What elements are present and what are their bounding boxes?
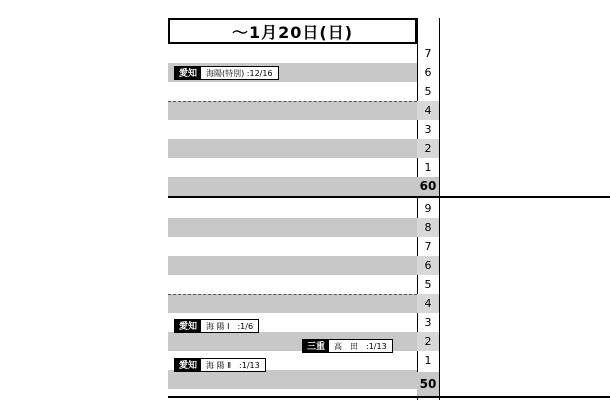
schedule-row xyxy=(168,158,417,177)
schedule-row xyxy=(168,237,417,256)
row-number: 1 xyxy=(424,161,432,174)
row-number: 5 xyxy=(424,85,432,98)
row-total: 50 xyxy=(417,372,439,396)
prefecture-label: 愛知 xyxy=(175,320,201,332)
school-date-label: 海 陽 Ⅰ :1/6 xyxy=(206,322,254,331)
row-number: 9 xyxy=(424,202,432,215)
school-date-label: 海 陽 Ⅱ :1/13 xyxy=(206,361,260,370)
exam-tag[interactable] xyxy=(174,358,266,372)
schedule-row xyxy=(168,294,417,313)
prefecture-label: 三重 xyxy=(303,340,329,352)
exam-tag[interactable] xyxy=(174,319,259,333)
date-header: ～1月20日(日) xyxy=(168,18,417,44)
section-divider xyxy=(168,396,610,398)
row-number: 7 xyxy=(424,47,432,60)
row-total: 60 xyxy=(417,177,439,196)
schedule-row xyxy=(168,218,417,237)
row-number: 2 xyxy=(424,335,432,348)
row-number: 3 xyxy=(424,123,432,136)
schedule-row xyxy=(168,139,417,158)
prefecture-label: 愛知 xyxy=(175,359,201,371)
exam-tag[interactable] xyxy=(302,339,393,353)
row-number: 4 xyxy=(424,297,432,310)
schedule-row xyxy=(168,275,417,294)
schedule-row xyxy=(168,44,417,63)
schedule-row xyxy=(168,256,417,275)
row-number: 4 xyxy=(424,104,432,117)
dashed-divider xyxy=(168,101,417,102)
row-number: 1 xyxy=(424,354,432,367)
school-date-label: 高 田 :1/13 xyxy=(334,342,387,351)
school-date-label: 海陽(特別) :12/16 xyxy=(206,69,273,78)
row-number: 2 xyxy=(424,142,432,155)
schedule-row xyxy=(168,82,417,101)
exam-tag[interactable] xyxy=(174,66,279,80)
row-number: 6 xyxy=(424,66,432,79)
prefecture-label: 愛知 xyxy=(175,67,201,79)
schedule-row xyxy=(168,101,417,120)
row-number: 8 xyxy=(424,221,432,234)
column-divider xyxy=(439,18,440,400)
schedule-row xyxy=(168,120,417,139)
schedule-row xyxy=(168,177,417,196)
row-number: 3 xyxy=(424,316,432,329)
schedule-sheet xyxy=(168,0,610,400)
schedule-row xyxy=(168,199,417,218)
section-divider xyxy=(168,196,610,198)
row-number: 7 xyxy=(424,240,432,253)
row-number: 5 xyxy=(424,278,432,291)
dashed-divider xyxy=(168,294,417,295)
row-number: 6 xyxy=(424,259,432,272)
schedule-row xyxy=(168,370,417,389)
